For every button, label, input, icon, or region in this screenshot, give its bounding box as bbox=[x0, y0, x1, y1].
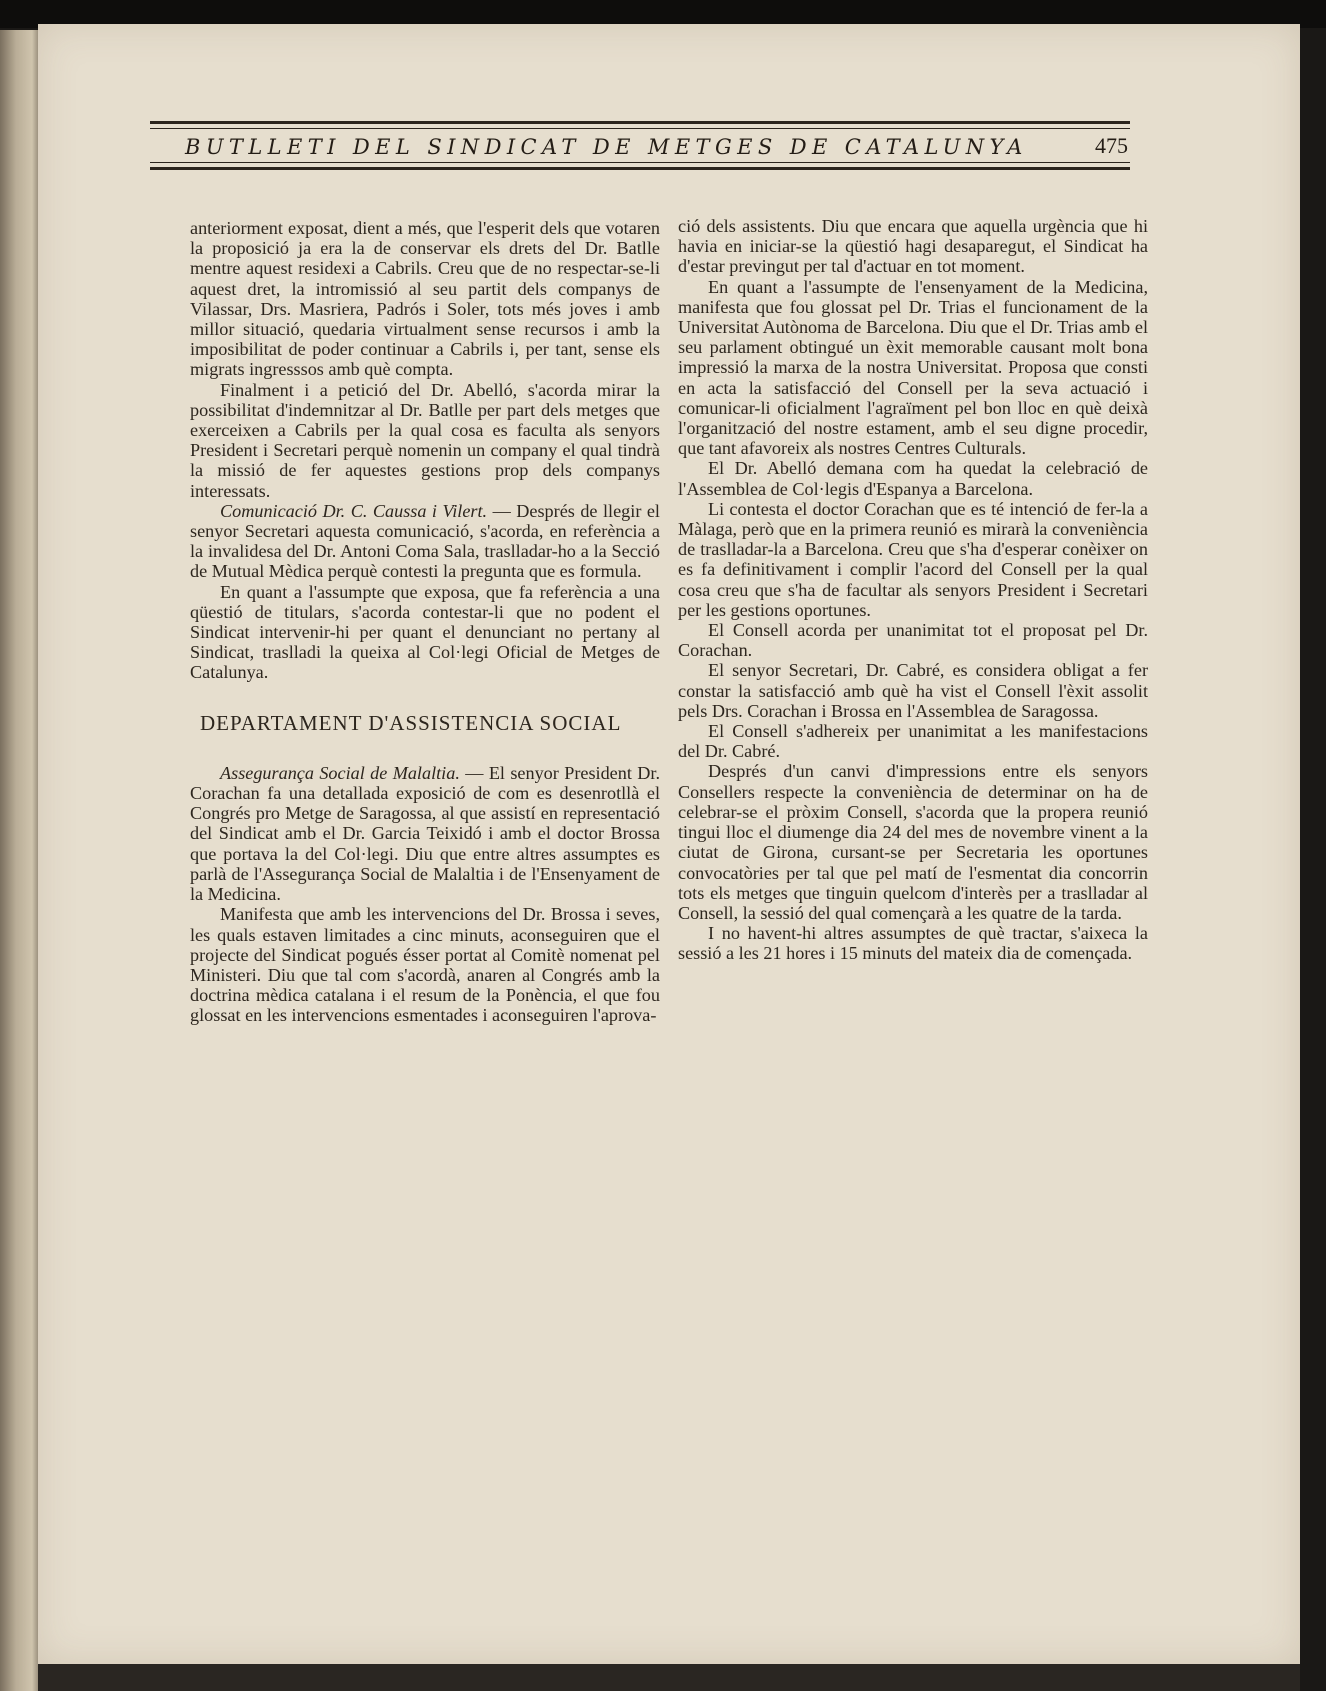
paragraph: El senyor Secretari, Dr. Cabré, es considera obligat a fer constar la satisfacció amb què ha vist el Consell l'èxit assolit pels Drs. Corachan i Brossa en l'Assemblea de Saragossa. bbox=[678, 660, 1148, 721]
scan-background-bottom bbox=[38, 1664, 1300, 1691]
paragraph: En quant a l'assumpte que exposa, que fa referència a una qüestió de titulars, s'acorda contestar-li que no podent el Sindicat intervenir-hi per quant el denunciant no pertany al Sindicat, traslladi la queixa al Col·legi Oficial de Metges de Catalunya. bbox=[190, 581, 660, 683]
running-header bbox=[150, 95, 1130, 185]
header-rule-top-thick bbox=[150, 121, 1130, 124]
paragraph: Després d'un canvi d'impressions entre els senyors Consellers respecte la conveniència de determinar on ha de celebrar-se el pròxim Consell, s'acorda que la propera reunió tingui lloc el diumenge dia 24 del mes de novembre vinent a la ciutat de Girona, cursant-se per Secretaria les oportunes convocatòries per tal que pel matí de l'esmentat dia concorrin tots els metges que tinguin quelcom d'interès per a traslladar al Consell, la sessió del qual començarà a les quatre de la tarda. bbox=[678, 761, 1148, 923]
left-column bbox=[190, 218, 660, 1026]
paragraph: En quant a l'assumpte de l'ensenyament de la Medicina, manifesta que fou glossat pel Dr. Trias el funcionament de la Universitat Autònoma de Barcelona. Diu que el Dr. Trias amb el seu parlament obtingué un èxit memorable causant molt bona impressió la marxa de la nostra Universitat. Proposa que consti en acta la satisfacció del Consell per la seva actuació i comunicar-li oficialment l'agraïment pel bon lloc en què deixà l'organització del nostre estament, amb el seu digne procedir, que tant afavoreix als nostres Centres Culturals. bbox=[678, 276, 1148, 459]
page-number: 475 bbox=[1095, 133, 1128, 158]
paragraph-run-in-title: Comunicació Dr. C. Caussa i Vilert. bbox=[220, 500, 488, 521]
journal-title: BUTLLETI DEL SINDICAT DE METGES DE CATALUNYA bbox=[185, 135, 1028, 159]
header-rule-bottom-thin bbox=[150, 162, 1130, 163]
paragraph-text: — El senyor President Dr. Corachan fa una detallada exposició de com es desenrotllà el Congrés pro Metge de Saragossa, al que assistí en representació del Sindicat amb el Dr. Garcia Teixidó i amb el doctor Brossa que portava la del Col·legi. Diu que entre altres assumptes es parlà de l'Assegurança Social de Malaltia i de l'Ensenyament de la Medicina. bbox=[190, 762, 660, 905]
paragraph bbox=[190, 763, 660, 904]
paragraph: I no havent-hi altres assumptes de què tractar, s'aixeca la sessió a les 21 hores i 15 minuts del mateix dia de començada. bbox=[678, 923, 1148, 964]
paragraph bbox=[190, 501, 660, 582]
paragraph: anteriorment exposat, dient a més, que l'esperit dels que votaren la proposició ja era la de conservar els drets del Dr. Batlle mentre aquest residexi a Cabrils. Creu que de no respectar-se-li aquest dret, la intromissió al seu partit dels companys de Vilassar, Drs. Masriera, Padrós i Soler, tots més joves i amb millor situació, quedaria virtualment sense recursos i amb la imposibilitat de poder continuar a Cabrils i, per tant, sense els migrats ingresssos amb què compta. bbox=[190, 218, 660, 380]
section-heading: DEPARTAMENT D'ASSISTENCIA SOCIAL bbox=[200, 710, 622, 735]
facing-page-edge bbox=[0, 30, 40, 1691]
paragraph: El Consell acorda per unanimitat tot el proposat pel Dr. Corachan. bbox=[678, 620, 1148, 661]
right-column bbox=[678, 216, 1148, 964]
paragraph-run-in-title: Assegurança Social de Malaltia. bbox=[220, 762, 460, 783]
paragraph: ció dels assistents. Diu que encara que aquella urgència que hi havia en iniciar-se la qüestió hagi desaparegut, el Sindicat ha d'estar previngut per tal d'actuar en tot moment. bbox=[678, 216, 1148, 277]
paragraph-text: — Després de llegir el senyor Secretari aquesta comunicació, s'acorda, en referència a la invalidesa del Dr. Antoni Coma Sala, traslladar-ho a la Secció de Mutual Mèdica perquè contesti la pregunta que es formula. bbox=[190, 500, 660, 582]
paragraph: Li contesta el doctor Corachan que es té intenció de fer-la a Màlaga, però que en la primera reunió es mirarà la conveniència de traslladar-la a Barcelona. Creu que s'ha d'esperar conèixer on es fa definitivament i complir l'acord del Consell per la qual cosa creu que s'ha de facultar als senyors President i Secretari per les gestions oportunes. bbox=[678, 498, 1148, 620]
paragraph: Manifesta que amb les intervencions del Dr. Brossa i seves, les quals estaven limitades a cinc minuts, aconseguiren que el projecte del Sindicat pogués ésser portat al Comitè nomenat pel Ministeri. Diu que tal com s'acordà, anaren al Congrés amb la doctrina mèdica catalana i el resum de la Ponència, el que fou glossat en les intervencions esmentades i aconseguiren l'aprova- bbox=[190, 904, 660, 1026]
header-rule-top-thin bbox=[150, 128, 1130, 129]
paragraph: Finalment i a petició del Dr. Abelló, s'acorda mirar la possibilitat d'indemnitzar al Dr. Batlle per part dels metges que exerceixen a Cabrils per la qual cosa es faculta als senyors President i Secretari perquè nomenin un company el qual tindrà la missió de fer aquestes gestions prop dels companys interessats. bbox=[190, 379, 660, 501]
paragraph: El Consell s'adhereix per unanimitat a les manifestacions del Dr. Cabré. bbox=[678, 721, 1148, 762]
paragraph: El Dr. Abelló demana com ha quedat la celebració de l'Assemblea de Col·legis d'Espanya a Barcelona. bbox=[678, 458, 1148, 499]
header-rule-bottom-thick bbox=[150, 167, 1130, 170]
